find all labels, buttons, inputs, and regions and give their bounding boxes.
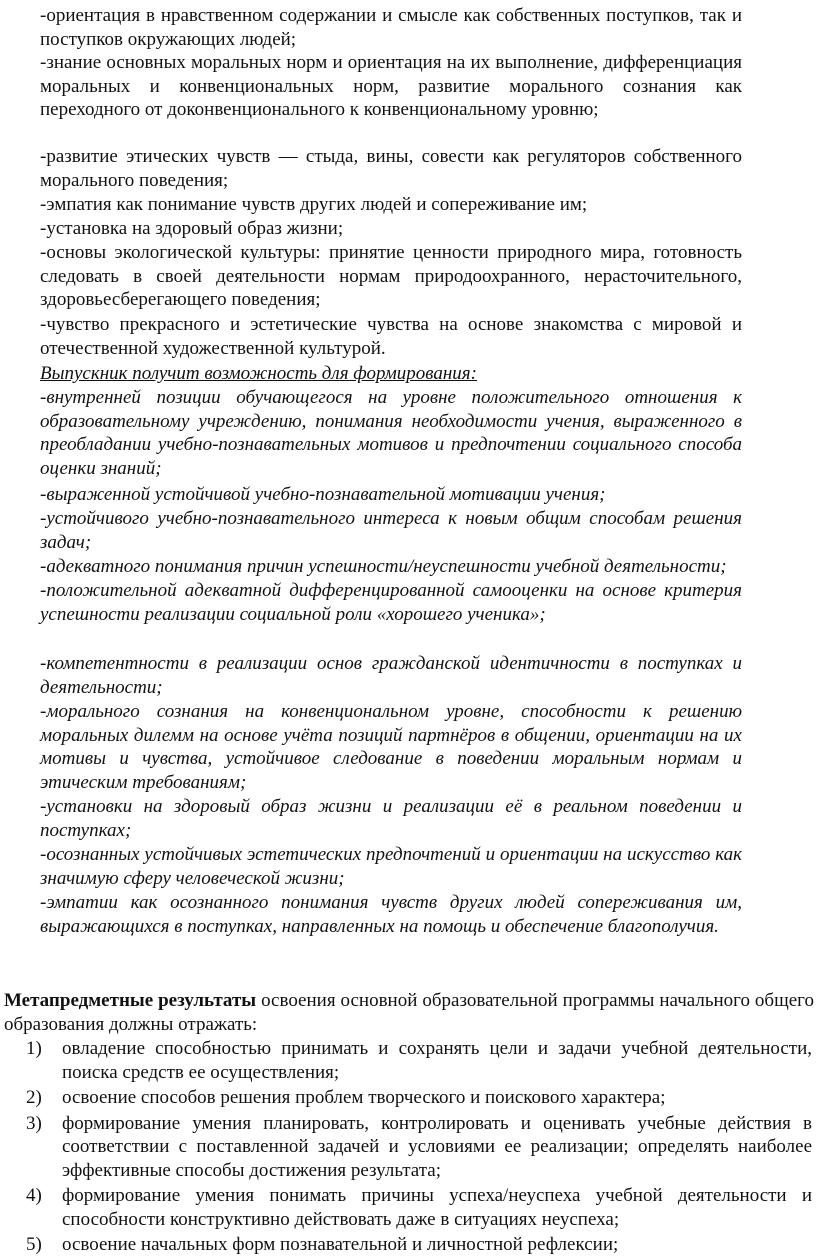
list-item-number: 3)	[26, 1112, 42, 1134]
meta-results-list	[0, 1037, 816, 1259]
opportunity-item: -установки на здоровый образ жизни и реализации её в реальном поведении и поступках;	[40, 796, 742, 841]
meta-section-text: освоения основной образовательной программы начального общего образования должны отражать:	[4, 990, 814, 1035]
list-item-text: освоение начальных форм познавательной и личностной рефлексии;	[62, 1234, 619, 1255]
personal-item: -чувство прекрасного и эстетические чувства на основе знакомства с мировой и отечественной художественной культурой.	[40, 314, 742, 359]
list-item-number: 5)	[26, 1234, 42, 1255]
opportunity-heading: Выпускник получит возможность для формирования:	[40, 363, 477, 384]
opportunity-item: -положительной адекватной дифференцированной самооценки на основе критерия успешности реализации социальной роли «хорошего ученика»;	[40, 580, 742, 625]
personal-item: -основы экологической культуры: принятие ценности природного мира, готовность следовать в своей деятельности нормам природоохранного, нерасточительного, здоровьесберегающего поведения;	[40, 242, 742, 310]
list-item	[0, 1112, 816, 1183]
personal-item: -развитие этических чувств — стыда, вины, совести как регуляторов собственного морального поведения;	[40, 146, 742, 191]
personal-item: -эмпатия как понимание чувств других людей и сопереживание им;	[40, 194, 588, 215]
list-item-text: формирование умения планировать, контролировать и оценивать учебные действия в соответствии с поставленной задачей и условиями ее реализации; определять наиболее эффективные способы достижения результата;	[62, 1112, 812, 1181]
meta-section-title: Метапредметные результаты	[4, 990, 257, 1011]
meta-section-intro	[4, 989, 814, 1036]
list-item	[0, 1086, 816, 1110]
opportunity-item: -внутренней позиции обучающегося на уровне положительного отношения к образовательному учреждению, понимания необходимости учения, выраженного в преобладании учебно-познавательных мотивов и предпочтении социального способа оценки знаний;	[40, 387, 742, 479]
list-item	[0, 1037, 816, 1084]
opportunity-item: -морального сознания на конвенциональном уровне, способности к решению моральных дилемм на основе учёта позиций партнёров в общении, ориентации на их мотивы и чувства, устойчивое следование в поведении моральным нормам и этическим требованиям;	[40, 701, 742, 793]
opportunity-item: -выраженной устойчивой учебно-познавательной мотивации учения;	[40, 484, 606, 505]
opportunity-item: -компетентности в реализации основ гражданской идентичности в поступках и деятельности;	[40, 653, 742, 698]
list-item-text: овладение способностью принимать и сохранять цели и задачи учебной деятельности, поиска средств ее осуществления;	[62, 1038, 812, 1083]
opportunity-item: -эмпатии как осознанного понимания чувств других людей сопереживания им, выражающихся в поступках, направленных на помощь и обеспечение благополучия.	[40, 892, 742, 937]
list-item	[0, 1184, 816, 1231]
list-item-text: освоение способов решения проблем творческого и поискового характера;	[62, 1087, 666, 1108]
list-item-number: 4)	[26, 1185, 42, 1206]
personal-item: -ориентация в нравственном содержании и смысле как собственных поступков, так и поступков окружающих людей;	[40, 5, 742, 50]
list-item-text: формирование умения понимать причины успеха/неуспеха учебной деятельности и способности конструктивно действовать даже в ситуациях неуспеха;	[62, 1185, 812, 1230]
personal-item: -установка на здоровый образ жизни;	[40, 218, 344, 239]
list-item-number: 2)	[26, 1087, 42, 1108]
list-item	[0, 1233, 816, 1257]
opportunity-item: -адекватного понимания причин успешности/неуспешности учебной деятельности;	[40, 556, 727, 577]
opportunity-item: -устойчивого учебно-познавательного интереса к новым общим способам решения задач;	[40, 508, 742, 553]
opportunity-item: -осознанных устойчивых эстетических предпочтений и ориентации на искусство как значимую сферу человеческой жизни;	[40, 844, 742, 889]
personal-item: -знание основных моральных норм и ориентация на их выполнение, дифференциация моральных и конвенциональных норм, развитие морального сознания как переходного от доконвенционального к конвенциональному уровню;	[40, 52, 742, 120]
list-item-number: 1)	[26, 1038, 42, 1059]
